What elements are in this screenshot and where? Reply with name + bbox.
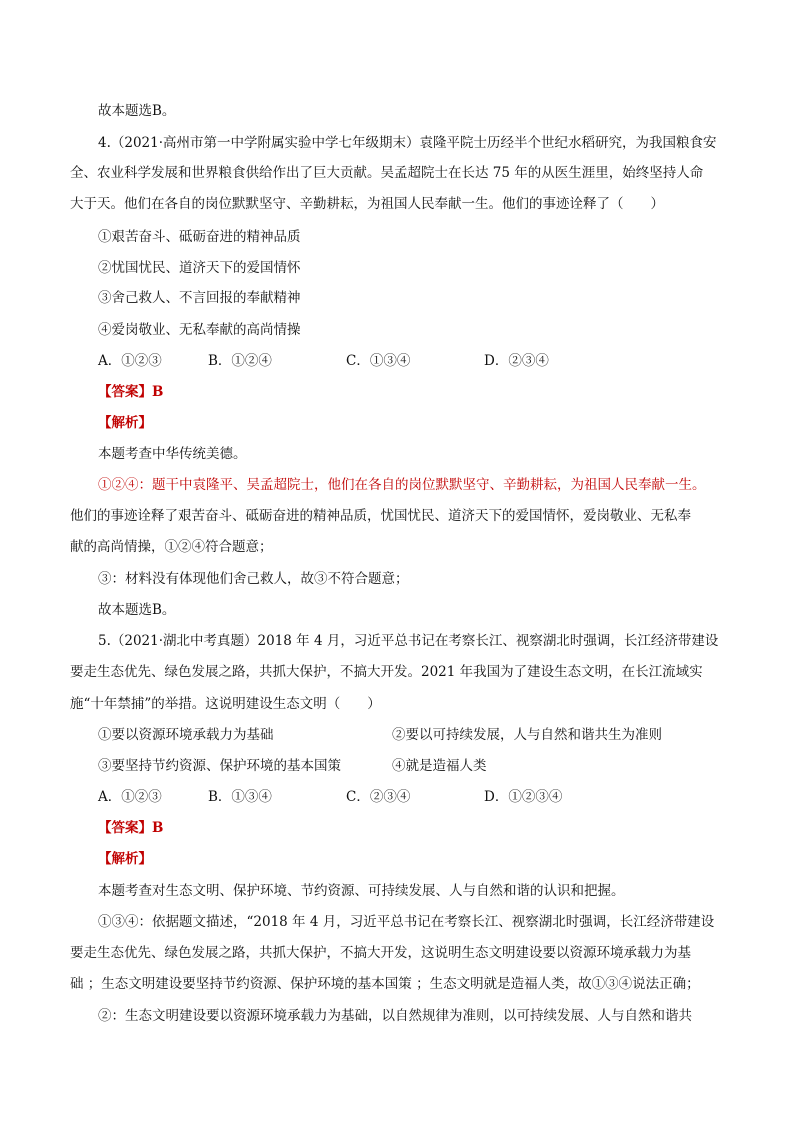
question-4-statement-4: ④爱岗敬业、无私奉献的高尚情操 — [98, 322, 301, 338]
answer-label: 【答案】B — [98, 820, 164, 836]
analysis-text: 献的高尚情操，①②④符合题意； — [70, 539, 273, 555]
question-4-option-d: D．②③④ — [484, 353, 549, 369]
answer-label: 【答案】B — [98, 384, 164, 400]
analysis-text: 本题考查对生态文明、保护环境、节约资源、可持续发展、人与自然和谐的认识和把握。 — [98, 883, 625, 899]
question-4-statement-2: ②忧国忧民、道济天下的爱国情怀 — [98, 260, 301, 276]
question-4-stem-line-3: 大于天。他们在各自的岗位默默坚守、辛勤耕耘，为祖国人民奉献一生。他们的事迹诠释了（ ） — [70, 196, 664, 212]
analysis-text: ②：生态文明建设要以资源环境承载力为基础，以自然规律为准则，以可持续发展、人与自然和谐共 — [98, 1008, 692, 1024]
analysis-text: 他们的事迹诠释了艰苦奋斗、砥砺奋进的精神品质，忧国忧民、道济天下的爱国情怀，爱岗敬业、无私奉 — [70, 508, 691, 524]
analysis-text: ①③④：依据题文描述，“2018 年 4 月，习近平总书记在考察长江、视察湖北时强调，长江经济带建设 — [98, 914, 715, 930]
question-4-option-a: A．①②③ — [98, 353, 162, 369]
analysis-text: 础 ；生态文明建设要坚持节约资源、保护环境的基本国策 ；生态文明就是造福人类，故①③④说法正确； — [70, 976, 700, 992]
question-4-option-c: C．①③④ — [346, 353, 411, 369]
conclusion-line: 故本题选B。 — [98, 602, 176, 618]
question-4-stem-line-2: 全、农业科学发展和世界粮食供给作出了巨大贡献。吴孟超院士在长达 75 年的从医生涯里，始终坚持人命 — [70, 165, 704, 181]
question-5-option-b: B．①③④ — [208, 789, 272, 805]
question-5-stem-line-1: 5.（2021·湖北中考真题）2018 年 4 月，习近平总书记在考察长江、视察湖北时强调，长江经济带建设 — [98, 633, 719, 649]
analysis-label: 【解析】 — [98, 851, 152, 867]
analysis-label: 【解析】 — [98, 415, 152, 431]
question-4-option-b: B．①②④ — [208, 353, 272, 369]
question-5-statement-3: ③要坚持节约资源、保护环境的基本国策 — [98, 758, 341, 774]
question-5-option-a: A．①②③ — [98, 789, 162, 805]
question-5-statement-2: ②要以可持续发展，人与自然和谐共生为准则 — [392, 727, 662, 743]
question-5-option-d: D．①②③④ — [484, 789, 563, 805]
analysis-text: ③：材料没有体现他们舍己救人，故③不符合题意； — [98, 571, 409, 587]
question-5-statement-1: ①要以资源环境承载力为基础 — [98, 727, 274, 743]
question-5-option-c: C．②③④ — [346, 789, 411, 805]
question-4-stem-line-1: 4.（2021·高州市第一中学附属实验中学七年级期末）袁隆平院士历经半个世纪水稻研究，为我国粮食安 — [98, 135, 717, 151]
analysis-text: 本题考查中华传统美德。 — [98, 446, 247, 462]
analysis-text: ①②④：题干中袁隆平、吴孟超院士，他们在各自的岗位默默坚守、辛勤耕耘，为祖国人民奉献一生。 — [98, 477, 706, 493]
conclusion-line: 故本题选B。 — [98, 103, 176, 119]
question-5-stem-line-2: 要走生态优先、绿色发展之路，共抓大保护，不搞大开发。2021 年我国为了建设生态文明，在长江流域实 — [70, 664, 703, 680]
question-4-statement-1: ①艰苦奋斗、砥砺奋进的精神品质 — [98, 229, 301, 245]
analysis-text: 要走生态优先、绿色发展之路，共抓大保护，不搞大开发，这说明生态文明建设要以资源环境承载力为基 — [70, 945, 691, 961]
question-4-statement-3: ③舍己救人、不言回报的奉献精神 — [98, 290, 301, 306]
question-5-statement-4: ④就是造福人类 — [392, 758, 487, 774]
question-5-stem-line-3: 施“十年禁捕”的举措。这说明建设生态文明（ ） — [70, 696, 381, 712]
